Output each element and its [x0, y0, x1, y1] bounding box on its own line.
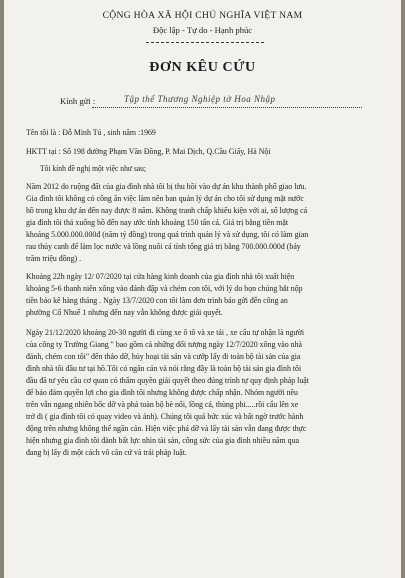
- body-line: khoảng 5.000.000.000đ (năm tỷ đồng) trong quá trình quản lý và sử dụng, tôi có làm gian: [26, 230, 309, 239]
- body-line: khoảng 5-6 thanh niên xông vào đánh đập và chém con tôi, với lý do bọn chúng bắt nộp: [26, 284, 303, 293]
- document-page: [4, 0, 401, 578]
- body-line: Ngày 21/12/2020 khoảng 20-30 người đi cùng xe ô tô và xe tải , xe cẩu tự nhận là người: [26, 328, 305, 337]
- motto: Độc lập - Tự do - Hạnh phúc: [152, 25, 253, 35]
- document-title: ĐƠN KÊU CỨU: [149, 60, 256, 75]
- body-line: trở đi ( gia đình tôi có quay video và ảnh). Chúng tôi quá bức xúc và bất ngờ trước hành: [26, 412, 304, 421]
- address-line: HKTT tại : Số 198 đường Phạm Văn Đồng, P. Mai Dịch, Q.Cầu Giấy, Hà Nội: [26, 147, 271, 156]
- body-line: đánh, chém con tôi" đến tháo dỡ, hủy hoại tài sản và cướp lấy đi toàn bộ tài sản của gia: [26, 352, 301, 361]
- intro-line: Tôi kính đề nghị một việc như sau;: [40, 164, 147, 173]
- body-line: đang bị lấy đi một cách vô căn cứ và trái pháp luật.: [26, 448, 187, 457]
- body-line: hiện nhưng gia đình tôi đành bất lực nhìn tài sản, công sức của gia đình nhiều năm qua: [26, 436, 300, 445]
- body-line: gia đình tôi thả xuống hồ đến nay ước tính khoảng 150 tấn cá. Giá trị bằng tiền mặt: [26, 218, 289, 227]
- body-line: tiền bảo kê hàng tháng . Ngày 13/7/2020 con tôi làm đơn trình báo gửi đến công an: [26, 296, 288, 305]
- body-line: Khoảng 22h ngày 12/ 07/2020 tại cửa hàng kinh doanh của gia đình nhà tôi xuất hiện: [26, 272, 295, 281]
- name-line: Tên tôi là : Đỗ Minh Tú , sinh năm :1969: [26, 128, 156, 137]
- body-line: trăm triệu đồng) .: [26, 254, 82, 263]
- body-line: hồ trong khu dự án đến nay được 8 năm. Không tranh chấp khiếu kiện với ai, số lượng cá: [26, 206, 308, 215]
- body-line: rau thủy canh để làm lọc nước và lồng nuôi cá tính tổng giá trị bằng 700.000.000đ (bảy: [26, 242, 301, 251]
- header-divider: [146, 42, 264, 43]
- body-line: trên vẫn ngang nhiên bốc dỡ và phá toàn bộ bè nổi, lồng cá, thùng phi.....rồi cẩu lên xe: [26, 400, 299, 409]
- body-line: Gia đình tôi không có công ăn việc làm nên ban quản lý dự án cho tôi sử dụng mặt nước: [26, 194, 304, 203]
- addressee-handwritten: Tập thể Thương Nghiệp tờ Hoa Nhập: [124, 94, 276, 104]
- country-header: CỘNG HÒA XÃ HỘI CHỦ NGHĨA VIỆT NAM: [102, 10, 303, 21]
- body-line: Năm 2012 do ruộng đất của gia đình nhà tôi bị thu hồi vào dự án khu thành phố giao lưu.: [26, 182, 307, 191]
- body-line: của công ty Trường Giang " bao gồm cả những đối tượng ngày 12/7/2020 xông vào nhà: [26, 340, 303, 349]
- body-line: động trên nhưng không thể ngăn cản. Hiện việc phá dỡ và lấy tài sản vẫn đang được thực: [26, 424, 307, 433]
- body-line: đình nhà tôi đầu tư tại hồ.Tôi có ngăn cản và nói rằng đây là toàn bộ tài sản gia đình tôi: [26, 364, 302, 373]
- body-line: phường Cổ Nhuế 1 nhưng đến nay vẫn không được giải quyết.: [26, 308, 223, 317]
- body-line: đầu đã tư yêu cầu cơ quan có thẩm quyền giải quyết theo đúng trình tự quy định pháp luật: [26, 376, 309, 385]
- body-line: để bảo đảm quyền lợi cho gia đình tôi nhưng không được chấp nhận. Nhóm người nêu: [26, 388, 298, 397]
- addressee-label: Kính gửi :: [60, 96, 96, 106]
